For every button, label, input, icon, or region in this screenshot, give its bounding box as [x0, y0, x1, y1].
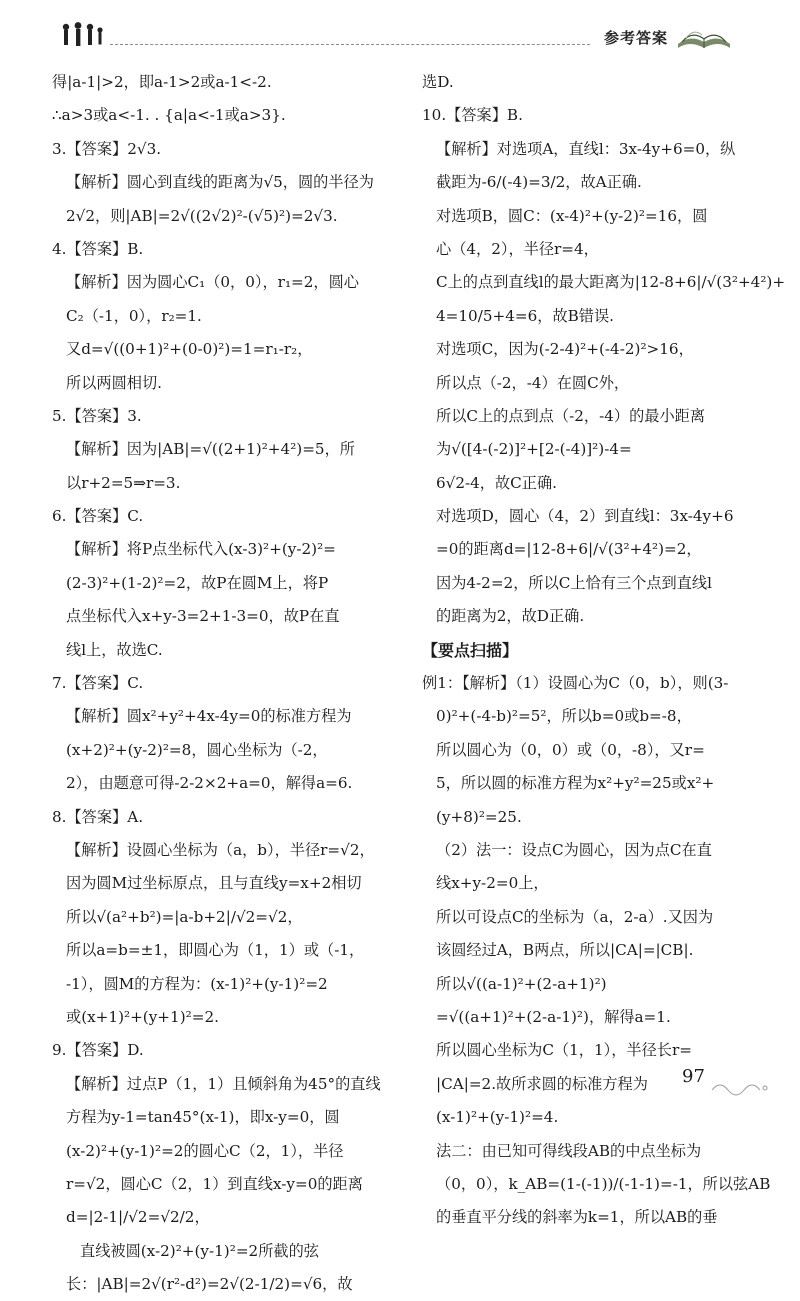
- right-column-text-line: 10.【答案】B.: [422, 106, 523, 125]
- left-column-text-line: 所以√(a²+b²)=|a-b+2|/√2=√2，: [66, 907, 303, 926]
- right-column-text-line: 4=10/5+4=6，故B错误.: [436, 306, 615, 325]
- header-title: 参考答案: [604, 29, 669, 47]
- left-column-text-line: (2-3)²+(1-2)²=2，故P在圆M上，将P: [66, 573, 329, 592]
- left-column-text-line: 或(x+1)²+(y+1)²=2.: [66, 1007, 219, 1026]
- left-column-text-line: r=√2，圆心C（2，1）到直线x-y=0的距离: [66, 1174, 363, 1193]
- right-column-text-line: 心（4，2），半径r=4，: [436, 239, 599, 258]
- right-column-text-line: 例1：【解析】（1）设圆心为C（0，b），则(3-: [422, 674, 729, 693]
- open-book-icon: [676, 22, 732, 52]
- left-column-text-line: 【解析】设圆心坐标为（a，b），半径r=√2，: [66, 840, 375, 859]
- left-column-text-line: 【解析】因为|AB|=√((2+1)²+4²)=5，所: [66, 440, 355, 459]
- right-column-text-line: 所以圆心坐标为C（1，1），半径长r=: [436, 1041, 692, 1060]
- right-column-text-line: 的距离为2，故D正确.: [436, 607, 585, 626]
- right-column-text-line: 法二：由已知可得线段AB的中点坐标为: [436, 1141, 702, 1160]
- left-column-text-line: 6.【答案】C.: [52, 507, 144, 526]
- right-column-text-line: 该圆经过A，B两点，所以|CA|=|CB|.: [436, 941, 694, 960]
- right-column-text-line: （0，0），k_AB=(1-(-1))/(-1-1)=-1，所以弦AB: [436, 1174, 771, 1193]
- left-column-text-line: 线l上，故选C.: [66, 640, 163, 659]
- left-column-text-line: 【解析】将P点坐标代入(x-3)²+(y-2)²=: [66, 540, 336, 559]
- right-column-text-line: =√((a+1)²+(2-a-1)²)，解得a=1.: [436, 1007, 671, 1026]
- right-column-text-line: 0)²+(-4-b)²=5²，所以b=0或b=-8，: [436, 707, 692, 726]
- right-column-text-line: 所以C上的点到点（-2，-4）的最小距离: [436, 406, 706, 425]
- left-column-text-line: 以r+2=5⇒r=3.: [66, 473, 181, 492]
- right-column-text-line: C上的点到直线l的最大距离为|12-8+6|/√(3²+4²)+: [436, 273, 786, 292]
- left-column-text-line: (x-2)²+(y-1)²=2的圆心C（2，1），半径: [66, 1141, 344, 1160]
- left-column-text-line: 4.【答案】B.: [52, 239, 144, 258]
- left-column-text-line: 5.【答案】3.: [52, 406, 142, 425]
- right-column-text-line: 【要点扫描】: [422, 640, 519, 660]
- page-header: [0, 0, 800, 60]
- left-column-text-line: d=|2-1|/√2=√2/2，: [66, 1208, 210, 1227]
- right-column-text-line: 为√([4-(-2)]²+[2-(-4)]²)-4=: [436, 440, 632, 459]
- left-column-text-line: 【解析】圆心到直线的距离为√5，圆的半径为: [66, 173, 374, 192]
- header-rule: [110, 44, 590, 45]
- left-column-text-line: 3.【答案】2√3.: [52, 139, 162, 158]
- right-column-text-line: |CA|=2.故所求圆的标准方程为: [436, 1074, 648, 1093]
- right-column-text-line: 对选项B，圆C：(x-4)²+(y-2)²=16，圆: [436, 206, 708, 225]
- right-column-text-line: 的垂直平分线的斜率为k=1，所以AB的垂: [436, 1208, 718, 1227]
- left-column-text-line: 【解析】圆x²+y²+4x-4y=0的标准方程为: [66, 707, 352, 726]
- left-column-text-line: (x+2)²+(y-2)²=8，圆心坐标为（-2，: [66, 740, 328, 759]
- left-column-text-line: 【解析】因为圆心C₁（0，0），r₁=2，圆心: [66, 273, 359, 292]
- left-column: [52, 66, 392, 1301]
- right-column-text-line: (y+8)²=25.: [436, 807, 522, 826]
- left-column-text-line: ∴a>3或a<-1. . {a|a<-1或a>3}.: [52, 106, 286, 125]
- right-column-text-line: 所以可设点C的坐标为（a，2-a）.又因为: [436, 907, 714, 926]
- decorative-squiggle-icon: [710, 1076, 770, 1096]
- right-column-text-line: 线x+y-2=0上，: [436, 874, 549, 893]
- right-column-text-line: 选D.: [422, 73, 454, 91]
- left-column-text-line: 2），由题意可得-2-2×2+a=0，解得a=6.: [66, 774, 353, 793]
- right-column-text-line: 对选项C，因为(-2-4)²+(-4-2)²>16，: [436, 340, 694, 359]
- left-column-text-line: 得|a-1|>2，即a-1>2或a-1<-2.: [52, 73, 272, 91]
- left-column-text-line: 长：|AB|=2√(r²-d²)=2√(2-1/2)=√6，故: [66, 1275, 353, 1294]
- right-column-text-line: (x-1)²+(y-1)²=4.: [436, 1108, 559, 1127]
- left-column-text-line: 【解析】过点P（1，1）且倾斜角为45°的直线: [66, 1074, 381, 1093]
- right-column-text-line: 对选项D，圆心（4，2）到直线l：3x-4y+6: [436, 507, 734, 526]
- right-column-text-line: 所以圆心为（0，0）或（0，-8），又r=: [436, 740, 705, 759]
- left-column-text-line: 所以两圆相切.: [66, 373, 162, 392]
- right-column-text-line: 6√2-4，故C正确.: [436, 473, 557, 492]
- left-column-text-line: 点坐标代入x+y-3=2+1-3=0，故P在直: [66, 607, 340, 626]
- right-column: [422, 66, 786, 1235]
- left-column-text-line: 9.【答案】D.: [52, 1041, 144, 1060]
- right-column-text-line: 截距为-6/(-4)=3/2，故A正确.: [436, 173, 642, 192]
- left-column-text-line: 8.【答案】A.: [52, 807, 144, 826]
- left-column-text-line: 2√2，则|AB|=2√((2√2)²-(√5)²)=2√3.: [66, 206, 338, 225]
- right-column-text-line: 所以√((a-1)²+(2-a+1)²): [436, 974, 607, 993]
- left-column-text-line: 直线被圆(x-2)²+(y-1)²=2所截的弦: [80, 1241, 319, 1260]
- left-column-text-line: 因为圆M过坐标原点，且与直线y=x+2相切: [66, 874, 362, 893]
- right-column-text-line: 5，所以圆的标准方程为x²+y²=25或x²+: [436, 774, 715, 793]
- page-number: 97: [682, 1066, 705, 1087]
- right-column-text-line: 所以点（-2，-4）在圆C外，: [436, 373, 630, 392]
- left-column-text-line: 所以a=b=±1，即圆心为（1，1）或（-1，: [66, 941, 365, 960]
- right-column-text-line: 因为4-2=2，所以C上恰有三个点到直线l: [436, 573, 712, 592]
- people-logo-icon: [58, 22, 106, 48]
- left-column-text-line: 7.【答案】C.: [52, 674, 144, 693]
- left-column-text-line: 又d=√((0+1)²+(0-0)²)=1=r₁-r₂，: [66, 340, 313, 359]
- right-column-text-line: 【解析】对选项A，直线l：3x-4y+6=0，纵: [436, 139, 736, 158]
- left-column-text-line: 方程为y-1=tan45°(x-1)，即x-y=0，圆: [66, 1108, 340, 1127]
- right-column-text-line: （2）法一：设点C为圆心，因为点C在直: [436, 840, 712, 859]
- left-column-text-line: C₂（-1，0），r₂=1.: [66, 306, 202, 325]
- right-column-text-line: =0的距离d=|12-8+6|/√(3²+4²)=2，: [436, 540, 702, 559]
- left-column-text-line: -1），圆M的方程为：(x-1)²+(y-1)²=2: [66, 974, 328, 993]
